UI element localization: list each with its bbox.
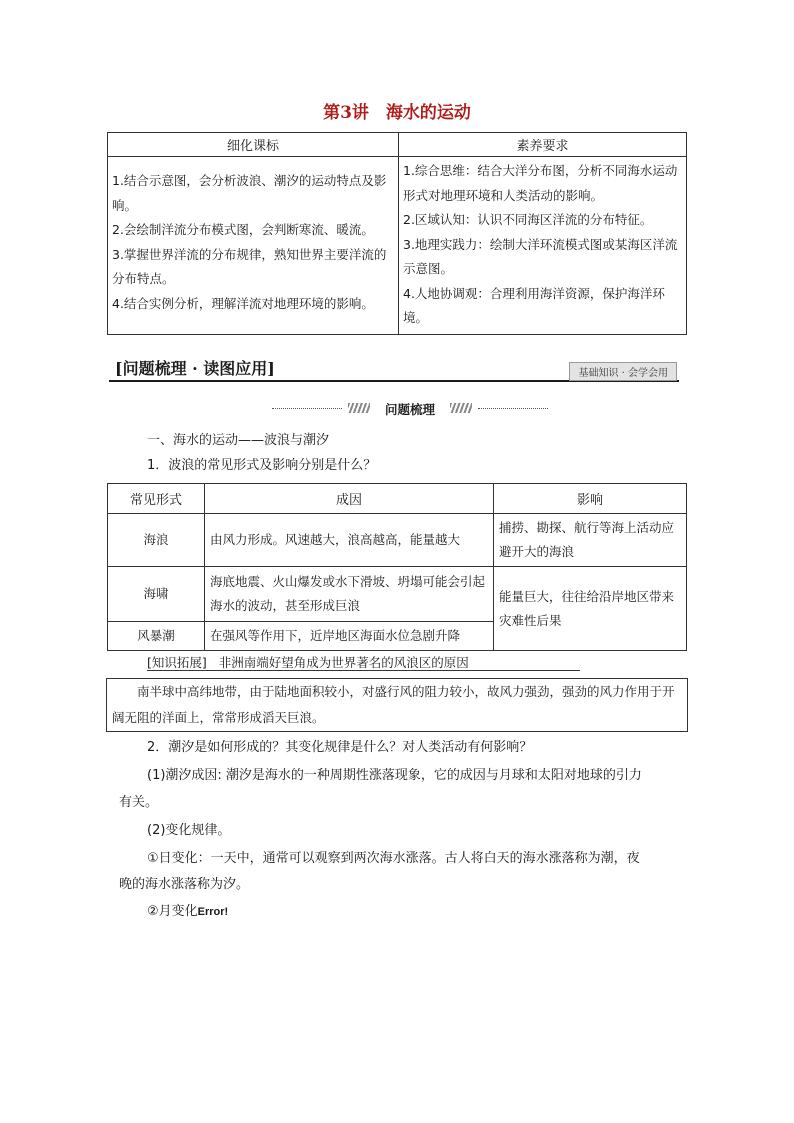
- wave-impact: 能量巨大，往往给沿岸地区带来灾难性后果: [494, 567, 687, 651]
- daily-change-continued: 晚的海水涨落称为汐。: [119, 877, 250, 892]
- tide-rule: (2)变化规律。: [147, 823, 231, 838]
- divider-title: 问题梳理: [384, 402, 435, 417]
- wave-header-type: 常见形式: [108, 484, 205, 514]
- divider: [272, 400, 548, 416]
- daily-change: ①日变化：一天中，通常可以观察到两次海水涨落。古人将白天的海水涨落称为潮，夜: [147, 851, 640, 866]
- standards-left-item: 3.掌握世界洋流的分布规律，熟知世界主要洋流的分布特点。: [112, 246, 387, 286]
- wave-header-impact: 影响: [494, 484, 687, 514]
- wave-cause: 在强风等作用下，近岸地区海面水位急剧升降: [205, 622, 494, 651]
- standards-right-item: 3.地理实践力：绘制大洋环流模式图或某海区洋流示意图。: [403, 236, 678, 276]
- knowledge-heading: [147, 653, 580, 671]
- standards-header-left: 细化课标: [108, 133, 399, 157]
- wave-cause: 海底地震、火山爆发或水下滑坡、坍塌可能会引起海水的波动，甚至形成巨浪: [205, 567, 494, 622]
- section-tag: 基础知识 · 会学会用: [569, 362, 677, 381]
- knowledge-title: 非洲南端好望角成为世界著名的风浪区的原因: [218, 655, 469, 670]
- monthly-change-label: ②月变化: [147, 904, 198, 919]
- wave-header-cause: 成因: [205, 484, 494, 514]
- wave-impact: 捕捞、勘探、航行等海上活动应避开大的海浪: [494, 514, 687, 567]
- question-1: 1．波浪的常见形式及影响分别是什么？: [147, 458, 377, 473]
- wave-type: 风暴潮: [108, 622, 205, 651]
- divider-stripes-right: [450, 403, 472, 413]
- standards-right-cell: [399, 157, 687, 335]
- standards-left-item: 1.结合示意图，会分析波浪、潮汐的运动特点及影响。: [112, 173, 387, 213]
- knowledge-content: 南半球中高纬地带，由于陆地面积较小，对盛行风的阻力较小，故风力强劲，强劲的风力作用于开阔无阻的洋面上，常常形成滔天巨浪。: [106, 678, 688, 732]
- knowledge-label: [知识拓展]: [147, 655, 207, 670]
- wave-table: [107, 483, 687, 651]
- question-2: 2．潮汐是如何形成的？其变化规律是什么？对人类活动有何影响？: [147, 740, 533, 755]
- section-header: [109, 356, 679, 382]
- standards-left-item: 2.会绘制洋流分布模式图，会判断寒流、暖流。: [112, 222, 374, 237]
- error-text: Error!: [197, 906, 229, 918]
- heading-waves-tides: 一、海水的运动——波浪与潮汐: [147, 433, 330, 448]
- standards-right-item: 4.人地协调观：合理利用海洋资源，保护海洋环境。: [403, 285, 665, 325]
- standards-header-right: 素养要求: [399, 133, 687, 157]
- divider-line-right: [478, 408, 548, 409]
- section-title: [问题梳理 · 读图应用]: [115, 359, 275, 378]
- tide-cause: (1)潮汐成因: 潮汐是海水的一种周期性涨落现象，它的成因与月球和太阳对地球的引力: [147, 768, 642, 783]
- tide-cause-continued: 有关。: [119, 795, 159, 810]
- monthly-change: [147, 899, 713, 925]
- standards-right-item: 2.区域认知：认识不同海区洋流的分布特征。: [403, 212, 653, 227]
- table-row: [108, 514, 687, 567]
- wave-type: 海啸: [108, 567, 205, 622]
- wave-cause: 由风力形成。风速越大，浪高越高，能量越大: [205, 514, 494, 567]
- page-title: 第3讲 海水的运动: [323, 103, 471, 123]
- standards-left-item: 4.结合实例分析，理解洋流对地理环境的影响。: [112, 295, 374, 311]
- standards-table: [107, 132, 687, 335]
- table-row: [108, 567, 687, 622]
- standards-right-item: 1.综合思维：结合大洋分布图，分析不同海水运动形式对地理环境和人类活动的影响。: [403, 163, 678, 203]
- standards-left-cell: [108, 157, 399, 335]
- wave-type: 海浪: [108, 514, 205, 567]
